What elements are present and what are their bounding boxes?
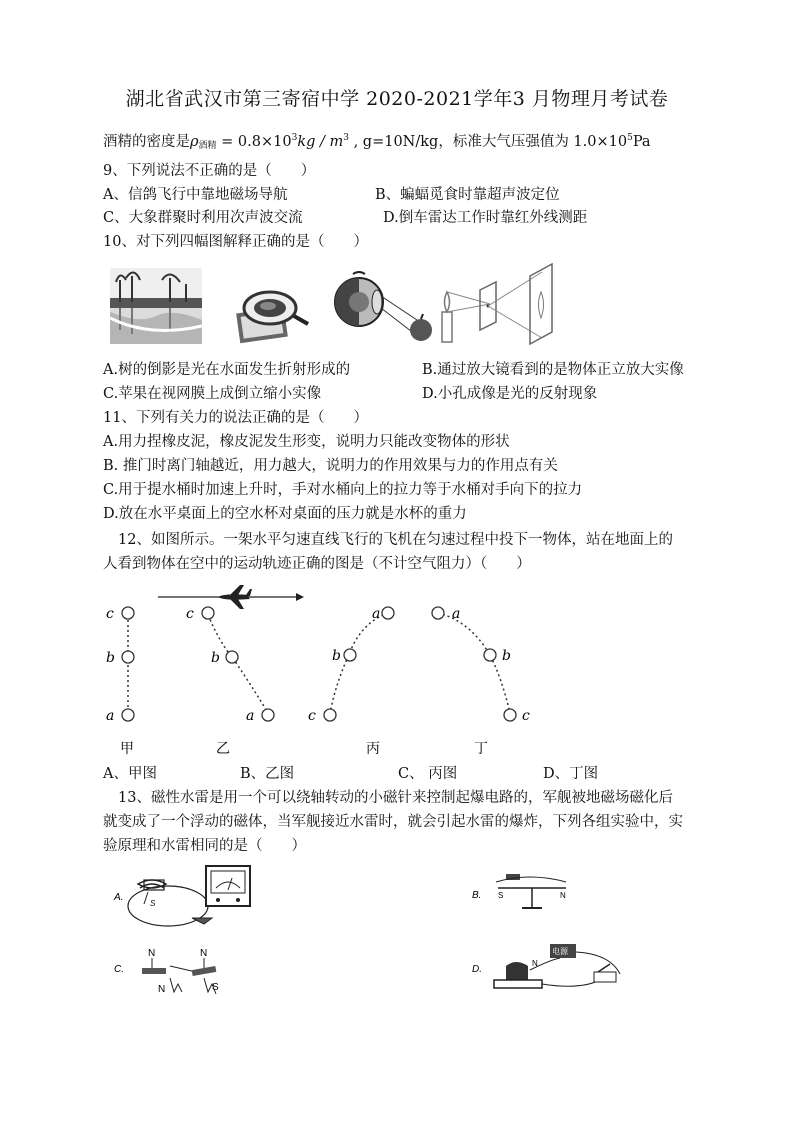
q12-option-b: B、乙图 (240, 766, 295, 782)
q13-stem-line3: 验原理和水雷相同的是（ ） (103, 838, 306, 854)
fig-b-n-label: N (560, 891, 566, 900)
constants-prefix: 酒精的密度是 (103, 134, 190, 150)
q12-option-d: D、丁图 (543, 766, 599, 782)
fig-d-n-label: N (532, 959, 538, 968)
q11-option-b: B. 推门时离门轴越近，用力越大，说明力的作用效果与力的作用点有关 (103, 458, 558, 474)
q13-figure-a (108, 858, 268, 932)
bing-label-b: b (332, 648, 341, 664)
q12-option-c: C、 丙图 (398, 766, 458, 782)
q9-option-a: A、信鸽飞行中靠地磁场导航 (103, 187, 288, 203)
pa-exponent: 5 (627, 133, 633, 143)
fig-c-s-label: S (212, 982, 219, 993)
rho-unit: kg / m (297, 134, 344, 150)
constants-line (103, 128, 651, 156)
constants-rest: , g=10N/kg，标准大气压强值为 1.0×10 (348, 134, 628, 150)
fig-b-label: B. (472, 890, 482, 901)
rho-unit-exponent: 3 (343, 133, 349, 143)
ding-caption: 丁 (474, 741, 488, 757)
q12-option-a: A、甲图 (103, 766, 157, 782)
ding-label-b: b (502, 648, 511, 664)
rho-exponent: 3 (291, 133, 298, 143)
rho-value: = 0.8×10 (216, 134, 292, 150)
fig-d-label: D. (472, 964, 482, 975)
bing-label-a: a (372, 606, 381, 622)
ding-label-a: a (452, 606, 461, 622)
page-title: 湖北省武汉市第三寄宿中学 2020-2021学年3 月物理月考试卷 (125, 88, 669, 110)
fig-d-power-label: 电源 (552, 947, 568, 956)
trajectory-jia (106, 606, 134, 757)
q13-stem-line2: 就变成了一个浮动的磁体，当军舰接近水雷时，就会引起水雷的爆炸，下列各组实验中，实 (103, 814, 683, 830)
yi-label-a: a (246, 708, 255, 724)
q11-stem: 11、下列有关力的说法正确的是（ ） (103, 410, 368, 426)
pinhole-camera-picture (438, 262, 558, 346)
magnifier-picture (228, 282, 310, 344)
jia-label-c: c (106, 606, 114, 622)
ding-label-c: c (522, 708, 530, 724)
tree-reflection-picture (110, 268, 202, 344)
jia-caption: 甲 (120, 741, 134, 757)
q11-option-a: A.用力捏橡皮泥，橡皮泥发生形变，说明力只能改变物体的形状 (103, 434, 510, 450)
trajectory-yi (186, 606, 274, 757)
q12-stem-line1: 12、如图所示。一架水平匀速直线飞行的飞机在匀速过程中投下一物体，站在地面上的 (118, 532, 673, 548)
fig-c-n-label-1: N (148, 948, 156, 959)
rho-subscript: 酒精 (198, 141, 217, 151)
q11-option-d: D.放在水平桌面上的空水杯对桌面的压力就是水杯的重力 (103, 506, 467, 522)
plane-icon (218, 585, 252, 609)
bing-caption: 丙 (366, 741, 380, 757)
q10-option-b: B.通过放大镜看到的是物体正立放大实像 (422, 362, 684, 378)
rho-symbol: ρ (190, 134, 199, 150)
fig-a-s-label: S (150, 899, 156, 908)
jia-label-a: a (106, 708, 115, 724)
pa-unit: Pa (632, 134, 651, 150)
trajectory-ding (432, 606, 530, 757)
yi-label-c: c (186, 606, 194, 622)
q10-option-a: A.树的倒影是光在水面发生折射形成的 (103, 362, 351, 378)
bing-label-c: c (308, 708, 316, 724)
q13-figure-d (470, 940, 646, 1000)
q13-stem-line1: 13、磁性水雷是用一个可以绕轴转动的小磁针来控制起爆电路的，军舰被地磁场磁化后 (118, 790, 673, 806)
q9-stem: 9、下列说法不正确的是（ ） (103, 163, 316, 179)
q10-option-c: C.苹果在视网膜上成倒立缩小实像 (103, 386, 322, 402)
q12-stem-line2: 人看到物体在空中的运动轨迹正确的图是（不计空气阻力）（ ） (103, 556, 531, 572)
q9-option-c: C、大象群聚时利用次声波交流 (103, 210, 303, 226)
q10-option-d: D.小孔成像是光的反射现象 (422, 386, 598, 402)
eye-apple-picture (325, 270, 435, 346)
jia-label-b: b (106, 650, 115, 666)
fig-c-label: C. (114, 964, 124, 975)
fig-a-label: A. (114, 892, 124, 903)
q13-figure-c (108, 942, 238, 1000)
q11-option-c: C.用于提水桶时加速上升时，手对水桶向上的拉力等于水桶对手向下的拉力 (103, 482, 583, 498)
fig-c-n-label-2: N (200, 948, 208, 959)
trajectory-bing (308, 606, 394, 757)
q13-figure-b (470, 868, 630, 916)
q10-stem: 10、对下列四幅图解释正确的是（ ） (103, 234, 368, 250)
trajectory-figure (100, 583, 550, 773)
fig-c-n-label-3: N (158, 984, 166, 995)
yi-caption: 乙 (216, 741, 230, 757)
q9-option-b: B、蝙蝠觅食时靠超声波定位 (375, 187, 560, 203)
q9-option-d: D.倒车雷达工作时靠红外线测距 (383, 210, 588, 226)
yi-label-b: b (211, 650, 220, 666)
fig-b-s-label: S (498, 891, 504, 900)
